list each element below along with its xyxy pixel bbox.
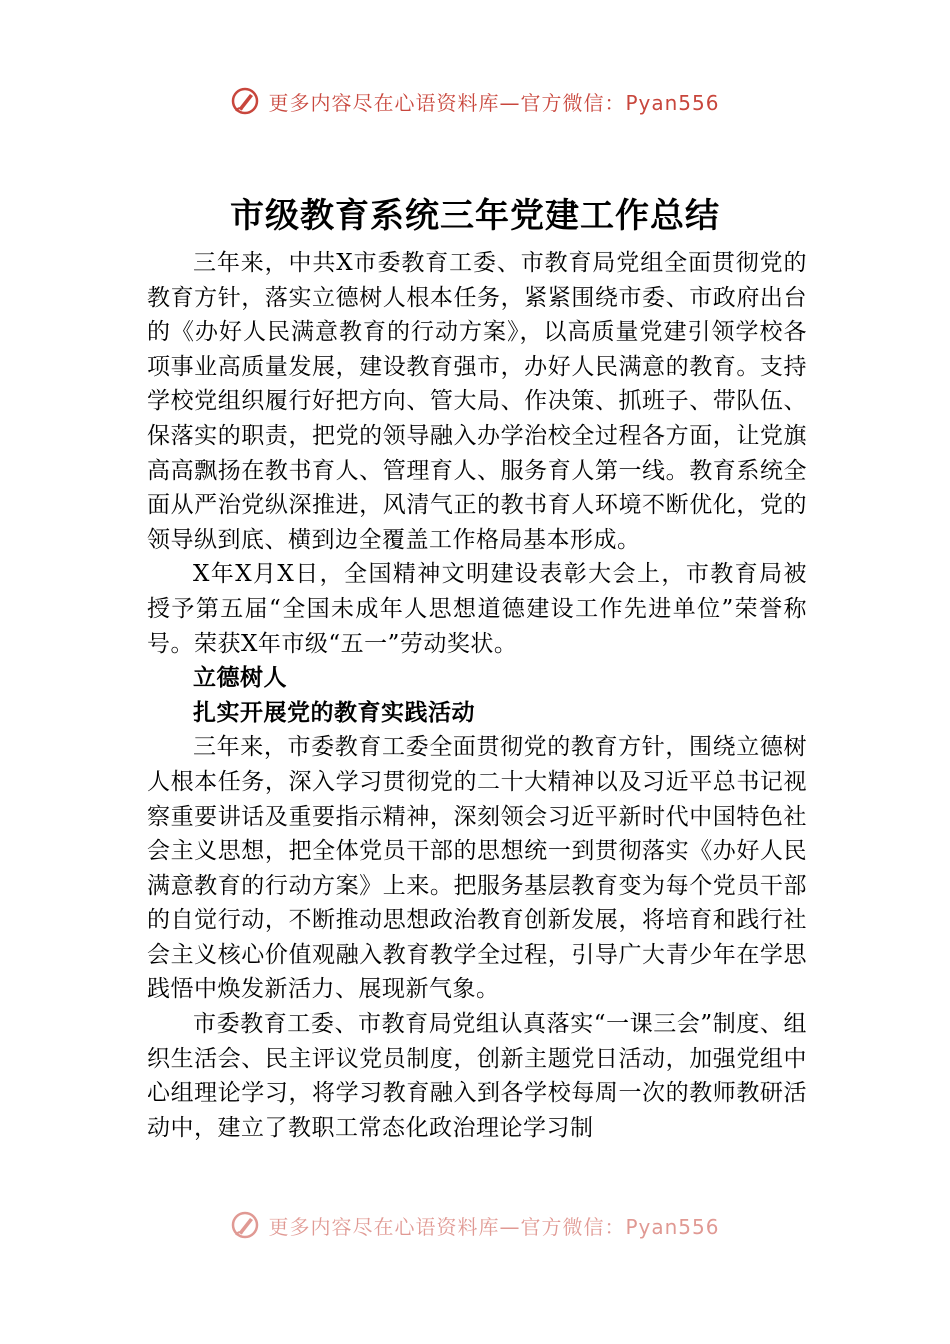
watermark-footer <box>0 1210 950 1240</box>
brush-logo-icon <box>230 1210 260 1240</box>
watermark-text: 更多内容尽在心语资料库—官方微信：Pyan556 <box>268 1214 720 1239</box>
watermark-header <box>0 86 950 116</box>
watermark-text: 更多内容尽在心语资料库—官方微信：Pyan556 <box>268 90 720 115</box>
paragraph: X年X月X日，全国精神文明建设表彰大会上，市教育局被授予第五届“全国未成年人思想道德建设工作先进单位”荣誉称号。荣获X年市级“五一”劳动奖状。 <box>147 561 807 657</box>
document-title: 市级教育系统三年党建工作总结 <box>230 196 720 236</box>
subsection-heading: 扎实开展党的教育实践活动 <box>193 699 475 726</box>
document-body <box>147 246 807 1145</box>
paragraph: 市委教育工委、市教育局党组认真落实“一课三会”制度、组织生活会、民主评议党员制度，创新主题党日活动，加强党组中心组理论学习，将学习教育融入到各学校每周一次的教师教研活动中，建立了教职工常态化政治理论学习制 <box>147 1011 807 1141</box>
section-heading: 立德树人 <box>193 665 287 692</box>
brush-logo-icon <box>230 86 260 116</box>
paragraph: 三年来，市委教育工委全面贯彻党的教育方针，围绕立德树人根本任务，深入学习贯彻党的二十大精神以及习近平总书记视察重要讲话及重要指示精神，深刻领会习近平新时代中国特色社会主义思想，把全体党员干部的思想统一到贯彻落实《办好人民满意教育的行动方案》上来。把服务基层教育变为每个党员干部的自觉行动，不断推动思想政治教育创新发展，将培育和践行社会主义核心价值观融入教育教学全过程，引导广大青少年在学思践悟中焕发新活力、展现新气象。 <box>147 734 807 1003</box>
paragraph: 三年来，中共X市委教育工委、市教育局党组全面贯彻党的教育方针，落实立德树人根本任务，紧紧围绕市委、市政府出台的《办好人民满意教育的行动方案》，以高质量党建引领学校各项事业高质量发展，建设教育强市，办好人民满意的教育。支持学校党组织履行好把方向、管大局、作决策、抓班子、带队伍、保落实的职责，把党的领导融入办学治校全过程各方面，让党旗高高飘扬在教书育人、管理育人、服务育人第一线。教育系统全面从严治党纵深推进，风清气正的教书育人环境不断优化，党的领导纵到底、横到边全覆盖工作格局基本形成。 <box>147 250 807 553</box>
